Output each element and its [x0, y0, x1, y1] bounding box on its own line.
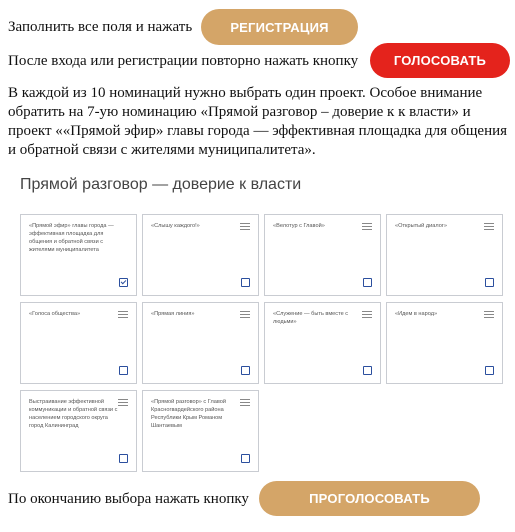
- project-card[interactable]: [142, 390, 259, 472]
- menu-lines-icon: [240, 223, 250, 231]
- project-card[interactable]: [386, 214, 503, 296]
- project-card[interactable]: [142, 214, 259, 296]
- intro-paragraph: В каждой из 10 номинаций нужно выбрать один проект. Особое внимание обратить на 7-ую номинацию «Прямой разговор – доверие к к власти» и проект ««Прямой эфир» главы города — эффективная площадка для общения и обратной связи с жителями муниципалитета».: [8, 85, 508, 158]
- project-card[interactable]: [386, 302, 503, 384]
- project-card-text: Выстраивание эффективной коммуникации и обратной связи с населением городского округа город Калининград: [29, 399, 118, 429]
- project-card-text: «Голоса общества»: [29, 311, 81, 317]
- checkbox[interactable]: [241, 278, 250, 287]
- menu-lines-icon: [240, 311, 250, 319]
- project-card[interactable]: [264, 302, 381, 384]
- step1-text: Заполнить все поля и нажать: [8, 19, 193, 35]
- menu-lines-icon: [484, 223, 494, 231]
- checkbox[interactable]: [241, 366, 250, 375]
- checkbox[interactable]: [363, 366, 372, 375]
- nomination-title: Прямой разговор — доверие к власти: [20, 176, 302, 193]
- submit-vote-button[interactable]: ПРОГОЛОСОВАТЬ: [259, 481, 480, 516]
- checkbox[interactable]: [485, 366, 494, 375]
- project-card[interactable]: [20, 390, 137, 472]
- project-card-text: «Слышу каждого!»: [151, 223, 200, 229]
- project-card[interactable]: [142, 302, 259, 384]
- step3-text: По окончанию выбора нажать кнопку: [8, 491, 249, 507]
- menu-lines-icon: [118, 399, 128, 407]
- project-card-text: «Велотур с Главой»: [273, 223, 325, 229]
- project-card-text: «Прямая линия»: [151, 311, 195, 317]
- project-card[interactable]: [20, 302, 137, 384]
- menu-lines-icon: [362, 311, 372, 319]
- project-card-text: «Открытый диалог»: [395, 223, 447, 229]
- project-card[interactable]: [264, 214, 381, 296]
- menu-lines-icon: [240, 399, 250, 407]
- checkbox-checked[interactable]: [119, 278, 128, 287]
- project-card-text: «Прямой разговор» с Главой Красногвардейского района Республики Крым Романом Шантаевым: [151, 399, 226, 429]
- checkbox[interactable]: [485, 278, 494, 287]
- menu-lines-icon: [362, 223, 372, 231]
- project-card-text: «Служение — быть вместе с людьми»: [273, 311, 349, 325]
- step2-text: После входа или регистрации повторно нажать кнопку: [8, 53, 359, 69]
- menu-lines-icon: [484, 311, 494, 319]
- checkbox[interactable]: [241, 454, 250, 463]
- nomination-panel: [10, 168, 510, 480]
- project-card-text: «Прямой эфир» главы города — эффективная площадка для общения и обратной связи с жителями муниципалитета: [29, 223, 114, 253]
- checkbox[interactable]: [363, 278, 372, 287]
- project-card-text: «Идем в народ»: [395, 311, 438, 317]
- project-card[interactable]: [20, 214, 137, 296]
- register-button[interactable]: РЕГИСТРАЦИЯ: [201, 9, 358, 45]
- vote-button[interactable]: ГОЛОСОВАТЬ: [370, 43, 510, 78]
- menu-lines-icon: [118, 311, 128, 319]
- checkbox[interactable]: [119, 366, 128, 375]
- checkbox[interactable]: [119, 454, 128, 463]
